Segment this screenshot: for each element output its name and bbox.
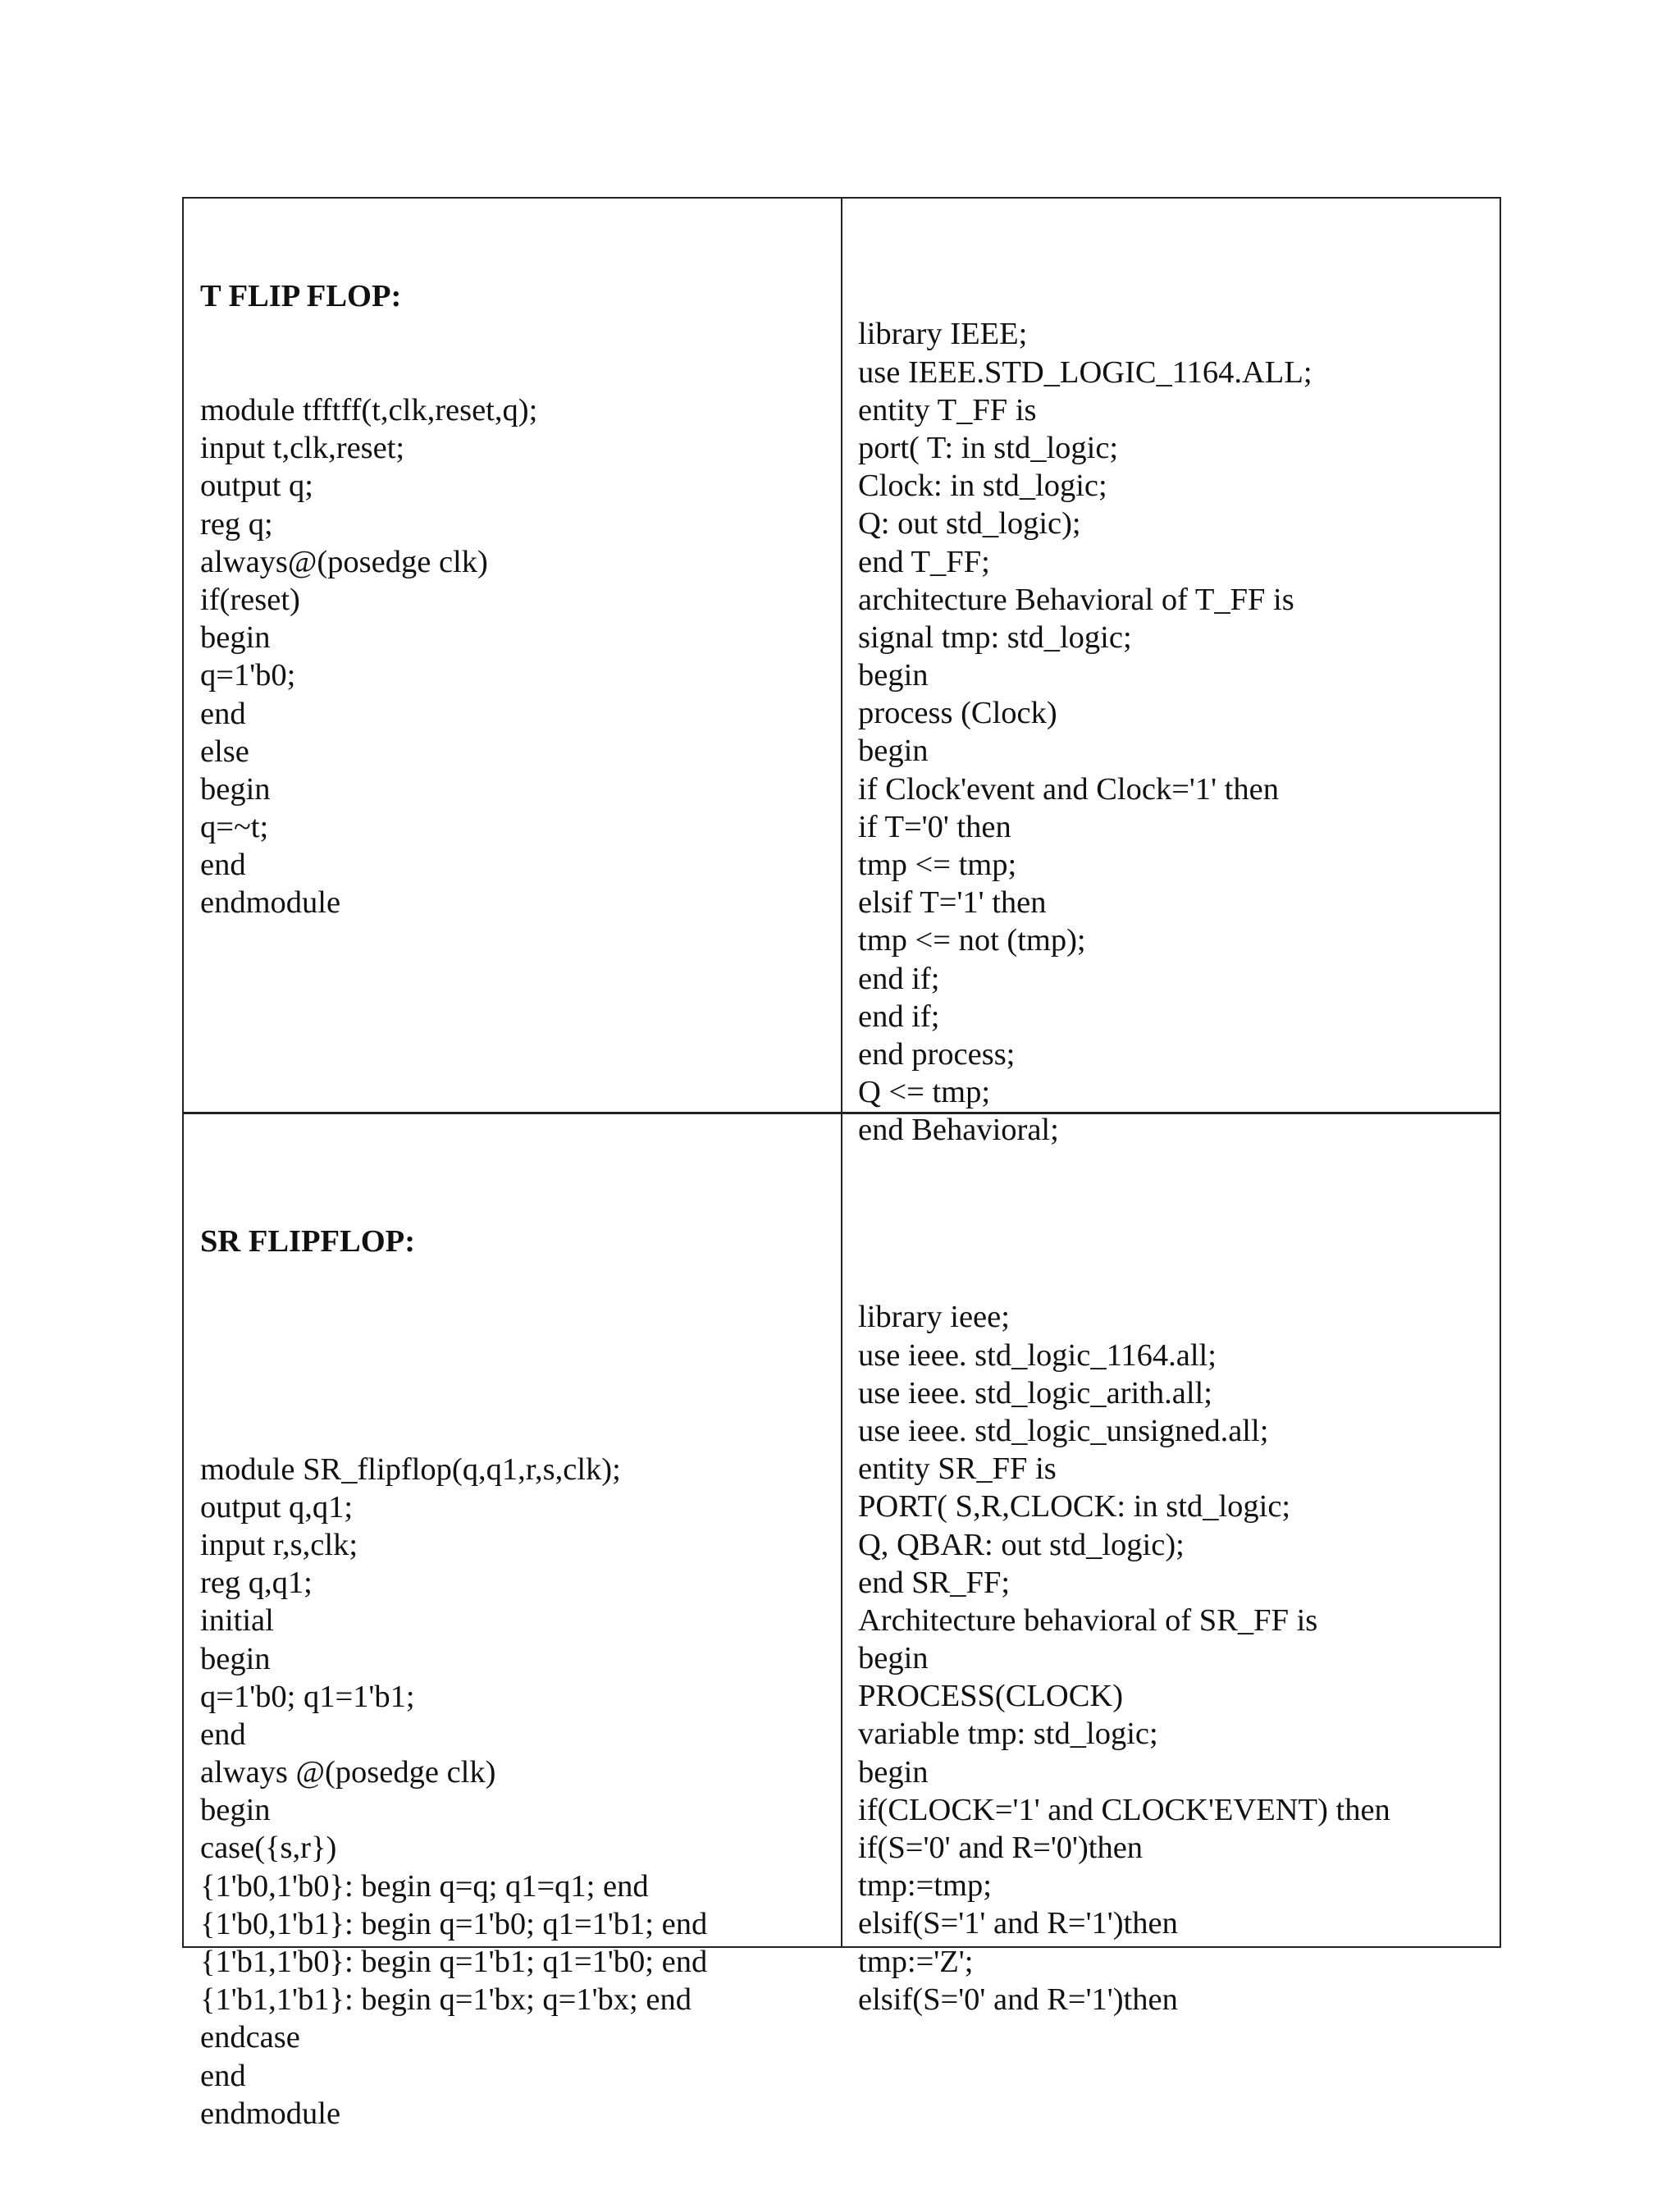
sr-flip-flop-verilog-line: {1'b0,1'b0}: begin q=q; q1=q1; end xyxy=(200,1868,649,1904)
sr-flip-flop-vhdl-line: elsif(S='0' and R='1')then xyxy=(858,1982,1178,2017)
t-flip-flop-vhdl-line: Clock: in std_logic; xyxy=(858,469,1107,504)
sr-flip-flop-verilog-line: module SR_flipflop(q,q1,r,s,clk); xyxy=(200,1451,621,1487)
t-flip-flop-vhdl-line: port( T: in std_logic; xyxy=(858,430,1119,465)
t-flip-flop-vhdl-line: use IEEE.STD_LOGIC_1164.ALL; xyxy=(858,354,1312,390)
t-flip-flop-vhdl-line: elsif T='1' then xyxy=(858,885,1047,921)
t-flip-flop-verilog-line: q=~t; xyxy=(200,810,269,845)
t-flip-flop-vhdl-line: tmp <= not (tmp); xyxy=(858,923,1086,958)
t-flip-flop-verilog-cell xyxy=(200,202,537,998)
sr-flip-flop-vhdl-line: tmp:=tmp; xyxy=(858,1868,992,1904)
sr-flip-flop-verilog-line: initial xyxy=(200,1603,274,1639)
t-flip-flop-verilog-line: module tfftff(t,clk,reset,q); xyxy=(200,393,538,427)
sr-flip-flop-vhdl-line: begin xyxy=(858,1641,929,1676)
sr-flip-flop-verilog-lines xyxy=(200,1451,707,2133)
sr-flip-flop-vhdl-line: use ieee. std_logic_unsigned.all; xyxy=(858,1413,1269,1448)
sr-flip-flop-vhdl-line: tmp:='Z'; xyxy=(858,1944,974,1979)
t-flip-flop-vhdl-line: Q: out std_logic); xyxy=(858,506,1081,542)
sr-flip-flop-vhdl-line: PORT( S,R,CLOCK: in std_logic; xyxy=(858,1489,1291,1525)
t-flip-flop-vhdl-line: end if; xyxy=(858,999,940,1034)
blank-line xyxy=(200,1337,707,1374)
column-divider xyxy=(841,199,842,1946)
t-flip-flop-vhdl-line: if Clock'event and Clock='1' then xyxy=(858,771,1279,807)
sr-flip-flop-vhdl-line: elsif(S='1' and R='1')then xyxy=(858,1906,1178,1941)
sr-flip-flop-verilog-line: {1'b1,1'b1}: begin q=1'bx; q=1'bx; end xyxy=(200,1982,692,2018)
t-flip-flop-vhdl-line: end process; xyxy=(858,1036,1016,1072)
t-flip-flop-vhdl-line: end Behavioral; xyxy=(858,1113,1059,1148)
sr-flip-flop-verilog-line: output q,q1; xyxy=(200,1489,354,1525)
sr-flip-flop-verilog-line: end xyxy=(200,1717,246,1752)
sr-flip-flop-vhdl-line: Architecture behavioral of SR_FF is xyxy=(858,1602,1318,1638)
sr-flip-flop-vhdl-line: use ieee. std_logic_arith.all; xyxy=(858,1375,1212,1410)
t-flip-flop-vhdl-line: library IEEE; xyxy=(858,317,1028,352)
t-flip-flop-verilog-line: else xyxy=(200,734,249,769)
code-table xyxy=(182,197,1501,2131)
t-flip-flop-verilog-line: if(reset) xyxy=(200,582,300,617)
t-flip-flop-verilog-line: end xyxy=(200,848,246,883)
sr-flip-flop-vhdl-line: variable tmp: std_logic; xyxy=(858,1717,1158,1752)
sr-flip-flop-verilog-line: begin xyxy=(200,1641,271,1676)
t-flip-flop-heading: T FLIP FLOP: xyxy=(200,279,402,314)
sr-flip-flop-verilog-line: end xyxy=(200,2058,246,2093)
sr-flip-flop-vhdl-line: entity SR_FF is xyxy=(858,1451,1057,1487)
t-flip-flop-verilog-line: output q; xyxy=(200,469,313,504)
sr-flip-flop-verilog-line: always @(posedge clk) xyxy=(200,1755,496,1790)
t-flip-flop-vhdl-line: Q <= tmp; xyxy=(858,1075,991,1110)
t-flip-flop-vhdl-line: if T='0' then xyxy=(858,809,1011,844)
sr-flip-flop-vhdl-line: end SR_FF; xyxy=(858,1565,1011,1600)
t-flip-flop-vhdl-line: end T_FF; xyxy=(858,544,990,579)
sr-flip-flop-verilog-cell xyxy=(200,1147,707,2208)
sr-flip-flop-vhdl-lines xyxy=(858,1298,1390,2018)
t-flip-flop-verilog-line: q=1'b0; xyxy=(200,658,296,693)
sr-flip-flop-verilog-line: {1'b1,1'b0}: begin q=1'b1; q1=1'b0; end xyxy=(200,1945,708,1980)
t-flip-flop-verilog-line: always@(posedge clk) xyxy=(200,544,488,579)
t-flip-flop-vhdl-line: process (Clock) xyxy=(858,696,1057,731)
t-flip-flop-vhdl-cell xyxy=(858,240,1312,1225)
sr-flip-flop-vhdl-line: use ieee. std_logic_1164.all; xyxy=(858,1337,1217,1373)
sr-flip-flop-vhdl-cell xyxy=(858,1223,1390,2094)
t-flip-flop-verilog-line: input t,clk,reset; xyxy=(200,431,405,466)
sr-flip-flop-heading: SR FLIPFLOP: xyxy=(200,1224,416,1259)
sr-flip-flop-vhdl-line: begin xyxy=(858,1754,929,1790)
sr-flip-flop-verilog-line: q=1'b0; q1=1'b1; xyxy=(200,1679,415,1714)
t-flip-flop-vhdl-line: tmp <= tmp; xyxy=(858,848,1017,883)
sr-flip-flop-verilog-line: begin xyxy=(200,1793,271,1828)
sr-flip-flop-verilog-line: reg q,q1; xyxy=(200,1566,313,1601)
t-flip-flop-vhdl-line: end if; xyxy=(858,961,940,996)
sr-flip-flop-verilog-line: {1'b0,1'b1}: begin q=1'b0; q1=1'b1; end xyxy=(200,1906,708,1941)
sr-flip-flop-vhdl-line: if(S='0' and R='0')then xyxy=(858,1831,1144,1866)
t-flip-flop-verilog-line: begin xyxy=(200,771,271,807)
t-flip-flop-verilog-line: begin xyxy=(200,620,271,656)
t-flip-flop-verilog-line: endmodule xyxy=(200,885,341,921)
sr-flip-flop-verilog-line: endmodule xyxy=(200,2096,341,2131)
sr-flip-flop-vhdl-line: if(CLOCK='1' and CLOCK'EVENT) then xyxy=(858,1792,1390,1827)
t-flip-flop-vhdl-line: signal tmp: std_logic; xyxy=(858,619,1132,655)
sr-flip-flop-vhdl-line: PROCESS(CLOCK) xyxy=(858,1679,1124,1714)
sr-flip-flop-verilog-line: case({s,r}) xyxy=(200,1831,337,1866)
sr-flip-flop-vhdl-line: Q, QBAR: out std_logic); xyxy=(858,1527,1185,1562)
t-flip-flop-vhdl-lines xyxy=(858,315,1312,1149)
t-flip-flop-vhdl-line: entity T_FF is xyxy=(858,392,1037,427)
sr-flip-flop-verilog-line: input r,s,clk; xyxy=(200,1527,358,1562)
sr-flip-flop-vhdl-line: library ieee; xyxy=(858,1300,1010,1335)
t-flip-flop-vhdl-line: begin xyxy=(858,658,929,693)
t-flip-flop-vhdl-line: begin xyxy=(858,734,929,769)
t-flip-flop-verilog-line: reg q; xyxy=(200,506,273,542)
t-flip-flop-verilog-line: end xyxy=(200,696,246,731)
t-flip-flop-verilog-lines xyxy=(200,391,537,922)
sr-flip-flop-verilog-line: endcase xyxy=(200,2020,300,2055)
t-flip-flop-vhdl-line: architecture Behavioral of T_FF is xyxy=(858,582,1294,617)
